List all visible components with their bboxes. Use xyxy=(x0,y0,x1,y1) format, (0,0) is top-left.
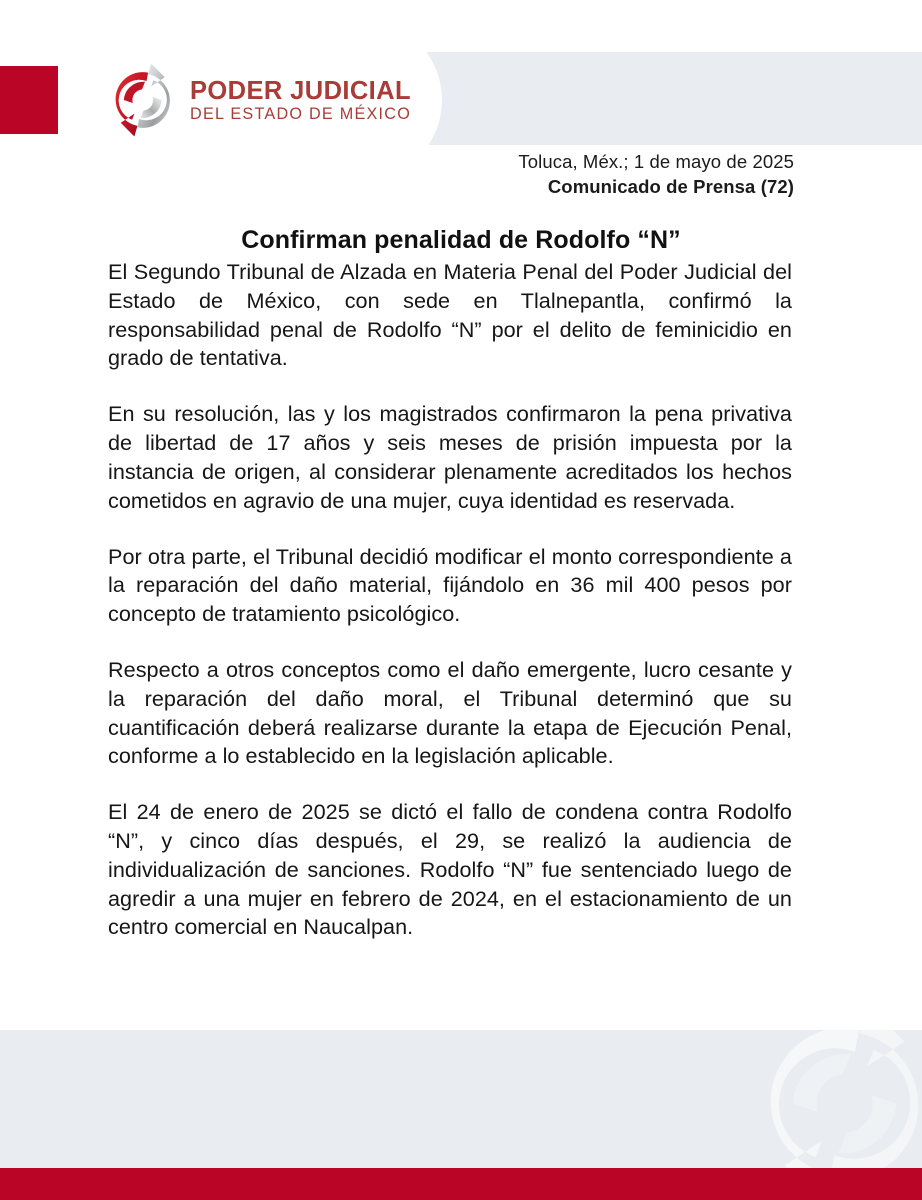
paragraph: En su resolución, las y los magistrados confirmaron la pena privativa de libertad de 17 años y seis meses de prisión impuesta por la instancia de origen, al considerar plenamente acreditados los hechos cometidos en agravio de una mujer, cuya identidad es reservada. xyxy=(108,401,792,513)
paragraph: Respecto a otros conceptos como el daño emergente, lucro cesante y la reparación del daño moral, el Tribunal determinó que su cuantificación deberá realizarse durante la etapa de Ejecución Penal, conforme a lo establecido en la legislación aplicable. xyxy=(108,656,792,769)
logo-wordmark-line2: DEL ESTADO DE MÉXICO xyxy=(190,104,412,123)
poder-judicial-swirl-icon xyxy=(104,60,180,140)
institution-logo xyxy=(104,58,412,142)
article-body xyxy=(108,258,792,942)
paragraph: El 24 de enero de 2025 se dictó el fallo de condena contra Rodolfo “N”, y cinco días después, el 29, se realizó la audiencia de individualización de sanciones. Rodolfo “N” fue sentenciado luego de agredir a una mujer en febrero de 2024, en el estacionamiento de un centro comercial en Naucalpan. xyxy=(108,799,792,940)
logo-wordmark-line1: PODER JUDICIAL xyxy=(190,76,411,105)
paragraph: El Segundo Tribunal de Alzada en Materia Penal del Poder Judicial del Estado de México, con sede en Tlalnepantla, confirmó la responsabilidad penal de Rodolfo “N” por el delito de feminicidio en grado de tentativa. xyxy=(108,259,792,371)
header-red-block xyxy=(0,66,58,134)
page-header xyxy=(0,0,922,152)
paragraph: Por otra parte, el Tribunal decidió modificar el monto correspondiente a la reparación del daño material, fijándolo en 36 mil 400 pesos por concepto de tratamiento psicológico. xyxy=(108,543,792,627)
bulletin-number: Comunicado de Prensa (72) xyxy=(547,175,794,197)
logo-wordmark xyxy=(190,76,411,124)
dateline xyxy=(0,150,922,199)
page-title: Confirman penalidad de Rodolfo “N” xyxy=(241,225,681,254)
page-footer xyxy=(0,1030,922,1200)
dateline-place-date: Toluca, Méx.; 1 de mayo de 2025 xyxy=(518,151,794,172)
footer-red-bar xyxy=(0,1168,922,1200)
